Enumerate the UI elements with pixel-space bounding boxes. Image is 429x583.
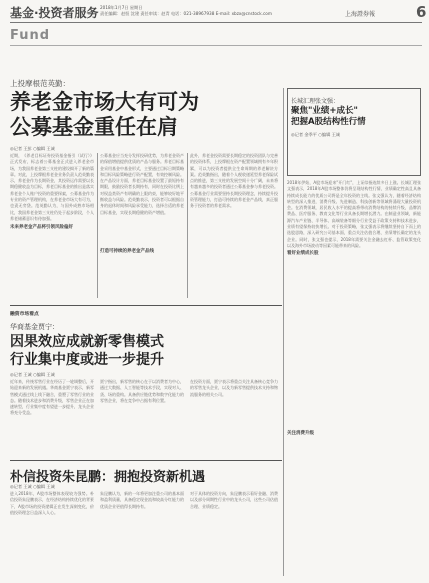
article2-body-2: 贾宁指出，新零售的核心在于以消费者为中心，通过大数据、人工智能等技术手段，实现对人、货、场的重构。具备供应链优势和数字化能力的零售企业，将在竞争中占据有利位置。 <box>100 379 184 403</box>
sidebar-subhead-2: 关注消费升级 <box>287 431 314 436</box>
sidebar-kicker: 长城汇理张文强： <box>291 98 340 105</box>
page-number: 6 <box>416 3 427 21</box>
article2-column-2 <box>100 379 184 457</box>
header-rule <box>10 22 422 23</box>
article2-body-3: 在投资方面，贾宁表示将重点关注具备核心竞争力的零售龙头企业，以及为新零售提供技术支持和物流服务的相关公司。 <box>190 379 278 397</box>
sidebar-body <box>287 180 421 576</box>
newspaper-name: 上海證券報 <box>345 11 376 18</box>
article1-body-1: 近期，《养老目标证券投资基金指引（试行）》正式发布，标志着公募基金正式进入养老金市场，为我国养老金第三支柱的建设揭开了新的篇章。对此，上投摩根养老金业务负责人范英勤表示，养老金作为长期资金，其投资运作需要以长期稳健收益为目标，养老目标基金的推出是落实养老金个人账户投资的重要探索，公募基金作为专业的资产管理机构，在养老金市场大有可为，也责无旁贷。范英勤认为，与国外成熟市场相比，我国养老金第三支柱仍处于起步阶段，个人养老储蓄意识有待加强。 <box>10 153 94 221</box>
article2-headline-line2: 行业集中度或进一步提升 <box>10 352 164 368</box>
sidebar-headline-line1: 聚焦"业绩+成长" <box>291 106 358 116</box>
article1-column-3 <box>190 153 278 298</box>
article1-byline: ◎记者 王彭 ○编辑 王诚 <box>10 146 55 151</box>
article1-column-2 <box>100 153 184 298</box>
article1-subhead-2: 打造可持续的养老金产品线 <box>100 249 154 254</box>
article3-headline: 朴信投资朱昆鹏：拥抱投资新机遇 <box>10 470 206 485</box>
column-divider <box>187 153 188 298</box>
article1-subhead-1: 未来养老金产品将引领风险偏好 <box>10 225 73 230</box>
article2-column-1 <box>10 379 94 457</box>
article1-kicker: 上投摩根范英勤： <box>10 79 70 88</box>
article2-body-1: 近年来，传统零售行业在经历了一轮调整后，开始迎来新的发展机遇。华商基金贾宁表示，新零售模式通过线上线下融合，重塑了零售行业的业态。随着技术进步和消费升级，零售企业正在加速转型，行业集中度有望进一步提升，龙头企业将充分受益。 <box>10 379 94 416</box>
article2-headline-line1: 因果效应成就新零售模式 <box>10 334 164 350</box>
article1-headline-line2: 公募基金重任在肩 <box>10 115 178 139</box>
sidebar-text: 2018年伊始，A股市场迎来"开门红"，上证综指连续多日上涨。长城汇理张文强表示，2018年A股市场整体仍将呈现结构性行情，业绩确定性高且具备持续成长能力的优质公司将是全年投资的主线。张文强认为，随着经济结构转型的深入推进，消费升级、先进制造、科技创新等领域将涌现大量投资机会。在消费领域，居民收入水平的提高将带动消费结构的持续升级，品牌消费品、医疗服务、教育文化等行业具备长期增长潜力。在制造业领域，新能源汽车产业链、半导体、高端装备等细分行业受益于政策支持和技术进步，业绩有望保持较快增长。对于投资策略，张文强表示将继续坚持自下而上的选股思路，深入研究公司基本面，重点关注估值合理、业绩增长确定的龙头企业。同时，张文强也提示，2018年需要关注金融去杠杆、监管政策变化以及海外市场波动等因素可能带来的风险。 <box>287 180 421 248</box>
editor-line: 责任编辑：赵恒 沈建 责任审读：赵青 电话：021-38967938 E-mail: xbzx@cnstock.com <box>100 11 272 16</box>
sidebar-divider <box>283 88 284 576</box>
section-rule <box>10 460 282 461</box>
section-title: 基金·投资者服务 <box>10 6 99 20</box>
sidebar-headline-line2: 把握A股结构性行情 <box>291 117 366 127</box>
sidebar-byline: ◎记者 金季平 ○编辑 王诚 <box>291 132 340 137</box>
section-rule <box>10 305 282 306</box>
fund-label: Fund <box>10 28 51 43</box>
header-meta <box>100 5 320 17</box>
article3-body-1: 进入2018年，A股市场整体表现较为强势。朴信投资朱昆鹏表示，在经济结构持续优化的背景下，A股市场的投资逻辑正在发生深刻变化，价值投资理念日益深入人心。 <box>10 491 94 515</box>
article2-headline <box>10 333 280 369</box>
article3-column-2 <box>100 491 184 577</box>
article1-body-3: 此外，养老金投资需要长期稳定的投资团队与完善的投资体系，上投摩根在资产配置领域拥有多年积累，可以为投资者提供全生命周期的养老解决方案。范英勤指出，随着个人税收递延型养老保险试点的推进，第三支柱的发展空间十分广阔，未来将有越来越多的投资者通过公募基金参与养老投资。公募基金行业需要坚持长期投资理念，持续提升投资管理能力，打造可持续的养老金产品线，真正服务于投资者的养老需求。 <box>190 153 278 209</box>
article2-column-3 <box>190 379 278 457</box>
article1-body-2: 公募基金应当充分发挥投研优势，为养老金资产的保值增值提供优质的产品与服务。养老目标基金采用基金中基金形式，主要通过目标日期策略和目标风险策略进行资产配置，有效控制风险。在产品设计方面，养老目标基金设置了最短持有期限，鼓励投资者长期持有，同时在投资比例上对权益类资产有明确的上限约束，能够较好地平衡收益与风险。范英勤表示，投资者可以根据自身的退休时间和风险承受能力，选择合适的养老目标基金，实现长期稳健的资产增值。 <box>100 153 184 215</box>
article1-headline-line1: 养老金市场大有可为 <box>10 90 199 114</box>
column-divider <box>97 153 98 298</box>
sidebar-subhead-1: 看好业绩成长股 <box>287 251 319 256</box>
article2-byline: ◎记者 王诚 ○编辑 王诚 <box>10 372 55 377</box>
fund-rule <box>10 45 422 46</box>
article1-headline <box>10 90 280 140</box>
issue-date: 2018年1月7日 星期日 <box>100 5 143 10</box>
article3-byline: ◎记者 王诚 ○编辑 王诚 <box>10 484 55 489</box>
article3-body-3: 对于具体的投资方向，朱昆鹏表示看好金融、消费以及部分周期性行业中的龙头公司，这些公司估值合理、业绩稳定。 <box>190 491 278 509</box>
article2-kicker: 华商基金贾宁： <box>10 323 59 331</box>
article3-body-2: 朱昆鹏认为，新的一年将更加注重公司的基本面和盈利质量，具备稳定现金流和较高分红能力的优质企业更值得长期持有。 <box>100 491 184 509</box>
sidebar-headline <box>291 106 417 128</box>
article2-tag: 融资市场看点 <box>10 312 39 317</box>
article3-column-3 <box>190 491 278 577</box>
article3-column-1 <box>10 491 94 577</box>
